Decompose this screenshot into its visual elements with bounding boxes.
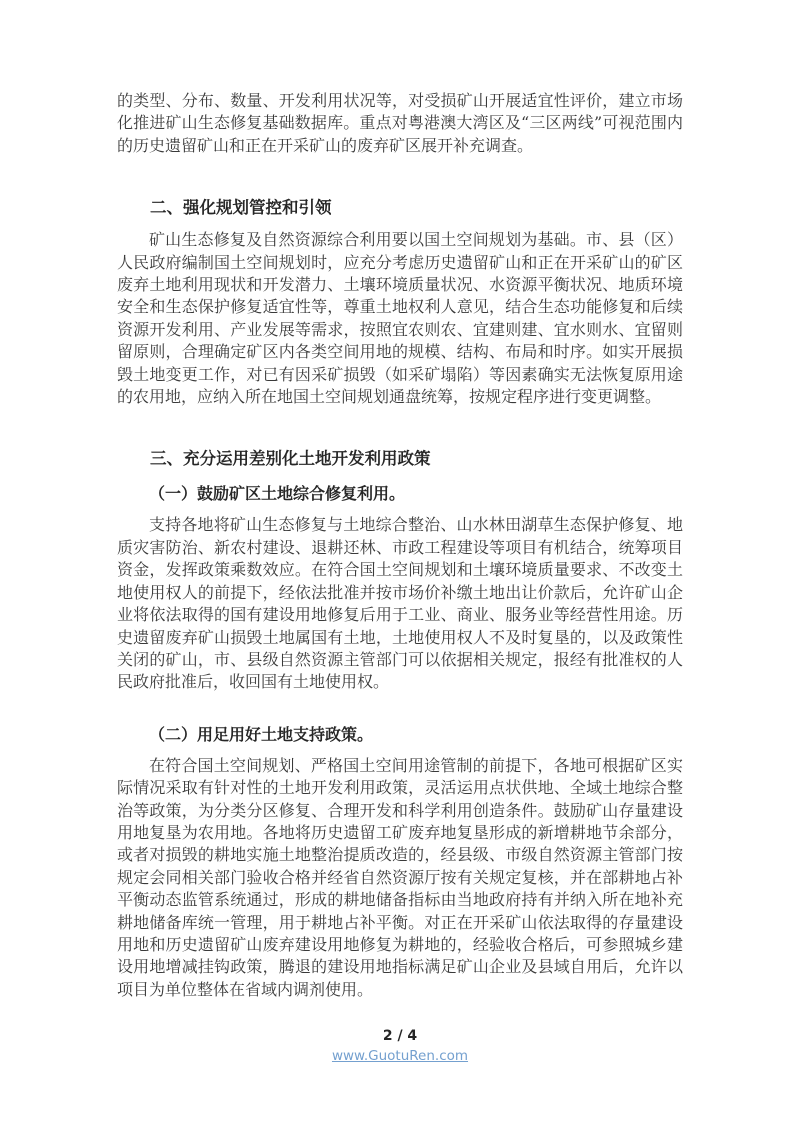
sub-heading-1: （一）鼓励矿区土地综合修复利用。 (149, 484, 406, 504)
footer-link[interactable]: www.GuotuRen.com (331, 1048, 469, 1064)
paragraph: 矿山生态修复及自然资源综合利用要以国土空间规划为基础。市、县（区）人民政府编制国土空间规划时，应充分考虑历史遗留矿山和正在开采矿山的矿区废弃土地利用现状和开发潜力、土壤环境质量状况、水资源平衡状况、地质环境安全和生态保护修复适宜性等，尊重土地权利人意见，结合生态功能修复和后续资源开发利用、产业发展等需求，按照宜农则农、宜建则建、宜水则水、宜留则留原则，合理确定矿区内各类空间用地的规模、结构、布局和时序。如实开展损毁土地变更工作，对已有因采矿损毁（如采矿塌陷）等因素确实无法恢复原用途的农用地，应纳入所在地国土空间规划通盘统筹，按规定程序进行变更调整。 (117, 230, 683, 407)
section-heading-2: 二、强化规划管控和引领 (150, 198, 332, 218)
section-heading-3: 三、充分运用差别化土地开发利用政策 (150, 449, 431, 469)
sub-heading-2: （二）用足用好土地支持政策。 (149, 724, 374, 744)
page-number: 2 / 4 (382, 1028, 418, 1044)
paragraph-continuation: 的类型、分布、数量、开发利用状况等，对受损矿山开展适宜性评价，建立市场化推进矿山生态修复基础数据库。重点对粤港澳大湾区及“三区两线”可视范围内的历史遗留矿山和正在开采矿山的废弃矿区展开补充调查。 (117, 91, 683, 155)
document-body (117, 90, 683, 1001)
paragraph: 在符合国土空间规划、严格国土空间用途管制的前提下，各地可根据矿区实际情况采取有针对性的土地开发利用政策，灵活运用点状供地、全域土地综合整治等政策，为分类分区修复、合理开发和科学利用创造条件。鼓励矿山存量建设用地复垦为农用地。各地将历史遗留工矿废弃地复垦形成的新增耕地节余部分，或者对损毁的耕地实施土地整治提质改造的，经县级、市级自然资源主管部门按规定会同相关部门验收合格并经省自然资源厅按有关规定复核，并在部耕地占补平衡动态监管系统通过，形成的耕地储备指标由当地政府持有并纳入所在地补充耕地储备库统一管理，用于耕地占补平衡。对正在开采矿山依法取得的存量建设用地和历史遗留矿山废弃建设用地修复为耕地的，经验收合格后，可参照城乡建设用地增减挂钩政策，腾退的建设用地指标满足矿山企业及县域自用后，允许以项目为单位整体在省域内调剂使用。 (117, 755, 683, 999)
paragraph: 支持各地将矿山生态修复与土地综合整治、山水林田湖草生态保护修复、地质灾害防治、新农村建设、退耕还林、市政工程建设等项目有机结合，统筹项目资金，发挥政策乘数效应。在符合国土空间规划和土壤环境质量要求、不改变土地使用权人的前提下，经依法批准并按市场价补缴土地出让价款后，允许矿山企业将依法取得的国有建设用地修复后用于工业、商业、服务业等经营性用途。历史遗留废弃矿山损毁土地属国有土地，土地使用权人不及时复垦的，以及政策性关闭的矿山，市、县级自然资源主管部门可以依据相关规定，报经有批准权的人民政府批准后，收回国有土地使用权。 (117, 515, 683, 692)
page-footer (0, 1027, 800, 1066)
